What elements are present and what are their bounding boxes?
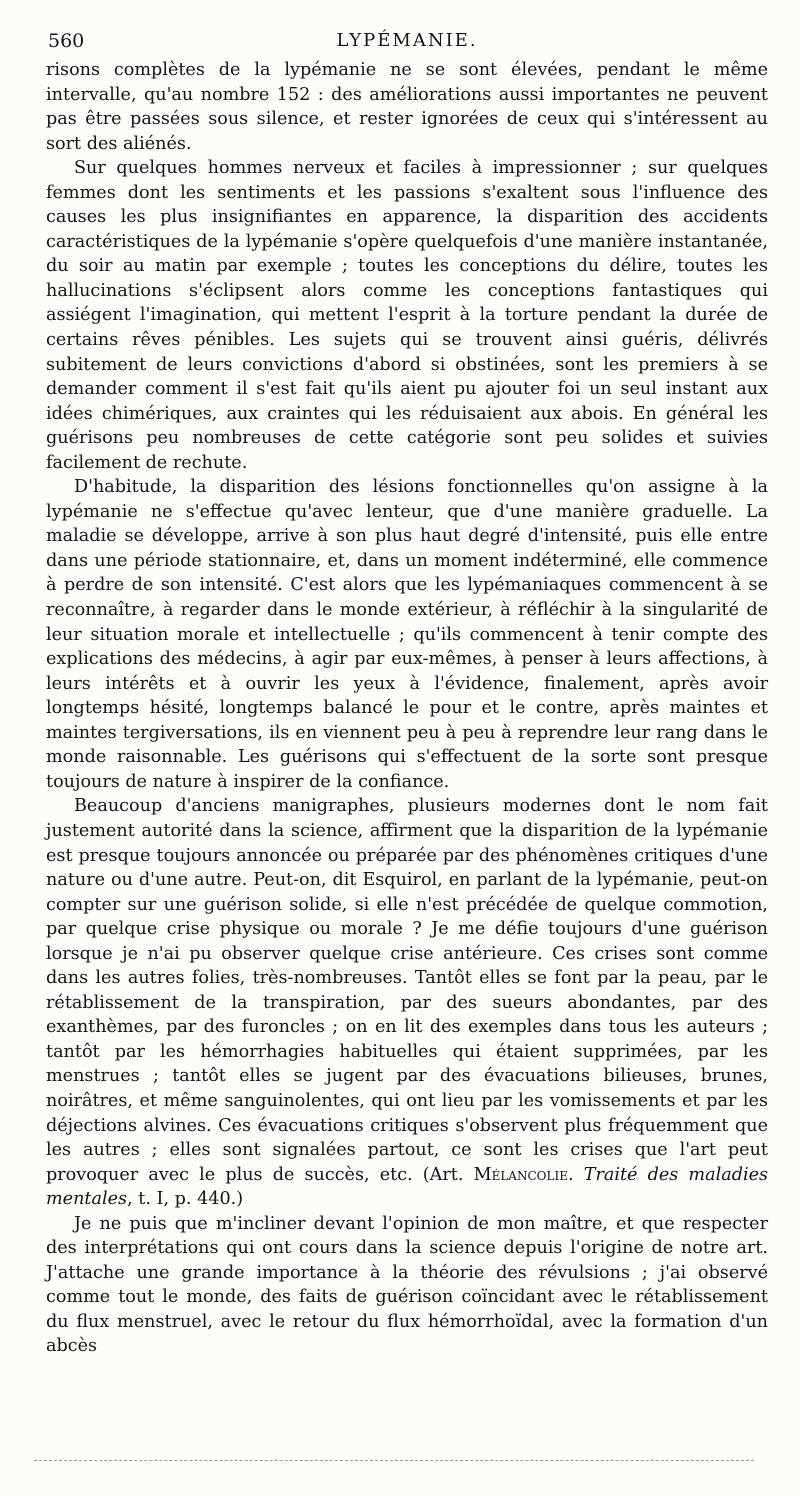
paragraph-gradual-recovery: D'habitude, la disparition des lésions fonctionnelles qu'on assigne à la lypémanie ne s'effectue qu'avec lenteur, que d'une manière graduelle. La maladie se développe, arrive à son plus haut degré d'intensité, puis elle entre dans une période stationnaire, et, dans un moment indéterminé, elle commence à perdre de son intensité. C'est alors que les lypémaniaques commencent à se reconnaître, à regarder dans le monde extérieur, à réfléchir à la singularité de leur situation morale et intellectuelle ; qu'ils commencent à tenir compte des explications des médecins, à agir par eux-mêmes, à penser à leurs affections, à leurs intérêts et à ouvrir les yeux à l'évidence, finalement, après avoir longtemps hésité, longtemps balancé le pour et le contre, après maintes et maintes tergiversations, ils en viennent peu à peu à reprendre leur rang dans le monde raisonnable. Les guérisons qui s'effectuent de la sorte sont presque toujours de nature à inspirer de la confiance. (46, 477, 768, 792)
paragraph-continuation: risons complètes de la lypémanie ne se sont élevées, pendant le même intervalle, qu'au nombre 152 : des améliorations aussi importantes ne peuvent pas être passées sous silence, et rester ignorées de ceux qui s'intéressent au sort des aliénés. (46, 60, 768, 154)
running-title: LYPÉMANIE. (336, 30, 478, 51)
paragraph-revulsions: Je ne puis que m'incliner devant l'opinion de mon maître, et que respecter des interprétations qui ont cours dans la science depuis l'origine de notre art. J'attache une grande importance à la théorie des révulsions ; j'ai observé comme tout le monde, des faits de guérison coïncidant avec le rétablissement du flux menstruel, avec le retour du flux hémorrhoïdal, avec la formation d'un abcès (46, 1213, 768, 1357)
esquirol-quote: Beaucoup d'anciens manigraphes, plusieurs modernes dont le nom fait justement autorité dans la science, affirment que la disparition de la lypémanie est presque toujours annoncée ou préparée par des phénomènes critiques d'une nature ou d'une autre. Peut-on, dit Esquirol, en parlant de la lypémanie, peut-on compter sur une guérison solide, si elle n'est précédée de quelque commotion, par quelque crise physique ou morale ? Je me défie toujours d'une guérison lorsque je n'ai pu observer quelque crise antérieure. Ces crises sont comme dans les autres folies, très-nombreuses. Tantôt elles se font par la peau, par le rétablissement de la transpiration, par des sueurs abondantes, par des exanthèmes, par des furoncles ; on en lit des exemples dans tous les auteurs ; tantôt par les hémorrhagies habituelles qui étaient supprimées, par les menstrues ; tantôt elles se jugent par des évacuations bilieuses, brunes, noirâtres, et même sanguinolentes, qui ont lieu par les vomissements et par les déjections alvines. Ces évacuations critiques s'observent plus fréquemment que les autres ; elles sont signalées partout, ce sont les crises que l'art peut provoquer avec le plus de succès, etc. (46, 796, 768, 1185)
body-text (46, 58, 768, 1359)
page-number: 560 (48, 30, 85, 52)
footer-rule (34, 1460, 754, 1461)
citation-title: Traité des maladies mentales (46, 1164, 769, 1210)
citation-open: (Art. (412, 1164, 474, 1185)
page-header (46, 30, 768, 58)
book-page (46, 30, 768, 1359)
paragraph-critical-phenomena (46, 794, 768, 1211)
citation-article: Mélancolie. (473, 1164, 574, 1185)
paragraph-sudden-recovery: Sur quelques hommes nerveux et faciles à impressionner ; sur quelques femmes dont les sentiments et les passions s'exaltent sous l'influence des causes les plus insignifiantes en apparence, la disparition des accidents caractéristiques de la lypémanie s'opère quelquefois d'une manière instantanée, du soir au matin par exemple ; toutes les conceptions du délire, toutes les hallucinations s'éclipsent alors comme les conceptions fantastiques qui assiégent l'imagination, qui mettent l'esprit à la torture pendant la durée de certains rêves pénibles. Les sujets qui se trouvent ainsi guéris, délivrés subitement de leurs convictions d'abord si obstinées, sont les premiers à se demander comment il s'est fait qu'ils aient pu ajouter foi un seul instant aux idées chimériques, aux craintes qui les réduisaient aux abois. En général les guérisons peu nombreuses de cette catégorie sont peu solides et suivies facilement de rechute. (46, 158, 768, 473)
citation-ref: , t. I, p. 440.) (127, 1189, 244, 1210)
